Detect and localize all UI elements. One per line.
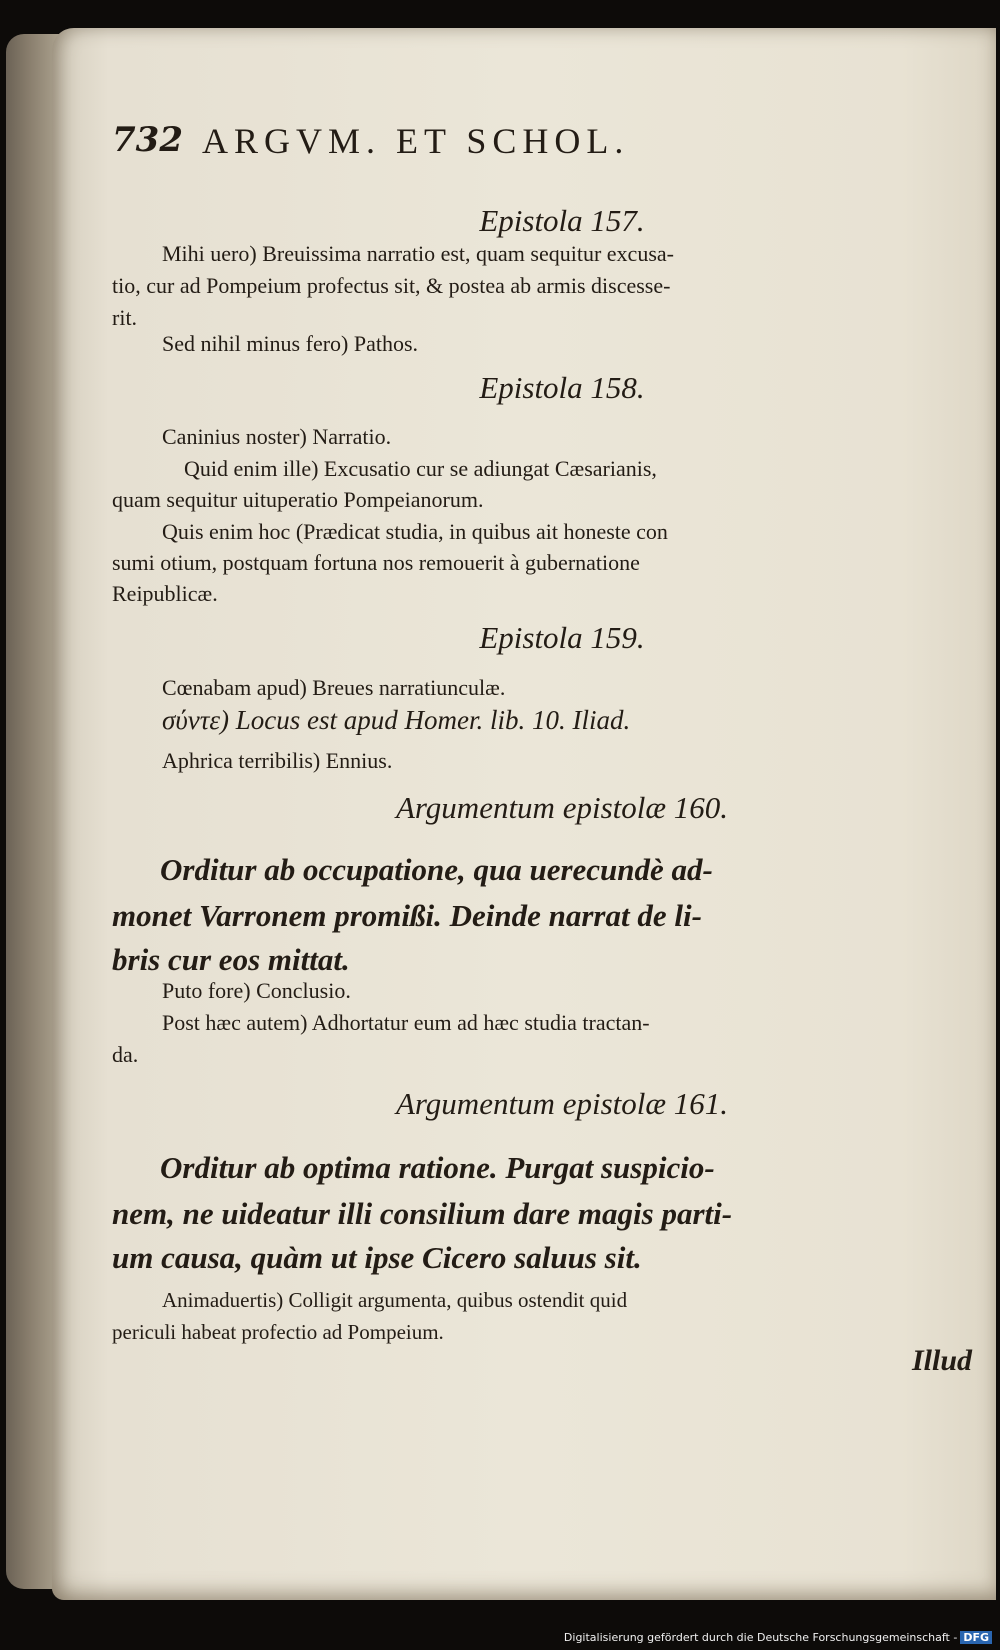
catchword: Illud bbox=[911, 1344, 972, 1377]
text-line: Aphrica terribilis) Ennius. bbox=[162, 748, 393, 773]
epistola-158-heading: Epistola 158. bbox=[479, 370, 645, 405]
text-line: Animaduertis) Colligit argumenta, quibus ostendit quid bbox=[162, 1288, 628, 1312]
argumentum-160-heading: Argumentum epistolæ 160. bbox=[395, 790, 729, 825]
text-line: Caninius noster) Narratio. bbox=[162, 424, 392, 449]
text-line: tio, cur ad Pompeium profectus sit, & postea ab armis discesse- bbox=[112, 273, 671, 298]
book-page bbox=[52, 28, 996, 1600]
text-line: da. bbox=[112, 1042, 139, 1067]
text-line: periculi habeat profectio ad Pompeium. bbox=[112, 1320, 444, 1344]
text-line: Quid enim ille) Excusatio cur se adiungat Cæsarianis, bbox=[184, 456, 657, 481]
greek-quote-line: σύντε) Locus est apud Homer. lib. 10. Iliad. bbox=[162, 705, 631, 735]
text-line: Cœnabam apud) Breues narratiunculæ. bbox=[162, 675, 506, 700]
running-title: ARGVM. ET SCHOL. bbox=[202, 121, 630, 161]
running-header bbox=[112, 120, 1000, 170]
text-line: sumi otium, postquam fortuna nos remouerit à gubernatione bbox=[112, 550, 640, 575]
text-line: Sed nihil minus fero) Pathos. bbox=[162, 331, 419, 356]
text-line: Reipublicæ. bbox=[112, 581, 218, 606]
text-line: quam sequitur uituperatio Pompeianorum. bbox=[112, 487, 484, 512]
page-number: 732 bbox=[112, 120, 183, 160]
argument-line: nem, ne uideatur illi consilium dare magis parti- bbox=[112, 1196, 733, 1231]
argument-line: bris cur eos mittat. bbox=[112, 942, 350, 977]
text-line: rit. bbox=[112, 305, 138, 330]
text-line: Quis enim hoc (Prædicat studia, in quibus ait honeste con bbox=[162, 519, 668, 544]
argument-line: Orditur ab occupatione, qua uerecundè ad- bbox=[160, 852, 713, 887]
epistola-159-heading: Epistola 159. bbox=[479, 620, 645, 655]
argument-line: monet Varronem promißi. Deinde narrat de li- bbox=[112, 898, 702, 933]
argument-line: Orditur ab optima ratione. Purgat suspicio- bbox=[160, 1150, 715, 1185]
text-line: Mihi uero) Breuissima narratio est, quam sequitur excusa- bbox=[162, 241, 674, 266]
credit-text: Digitalisierung gefördert durch die Deutsche Forschungsgemeinschaft - bbox=[563, 1631, 958, 1644]
text-line: Puto fore) Conclusio. bbox=[162, 978, 351, 1003]
digitization-credit bbox=[564, 1631, 992, 1644]
epistola-157-heading: Epistola 157. bbox=[479, 203, 645, 238]
page-content bbox=[112, 28, 1000, 1600]
argument-line: um causa, quàm ut ipse Cicero saluus sit. bbox=[112, 1240, 642, 1275]
dfg-logo: DFG bbox=[960, 1631, 992, 1644]
text-line: Post hæc autem) Adhortatur eum ad hæc studia tractan- bbox=[162, 1010, 650, 1035]
argumentum-161-heading: Argumentum epistolæ 161. bbox=[395, 1086, 729, 1121]
